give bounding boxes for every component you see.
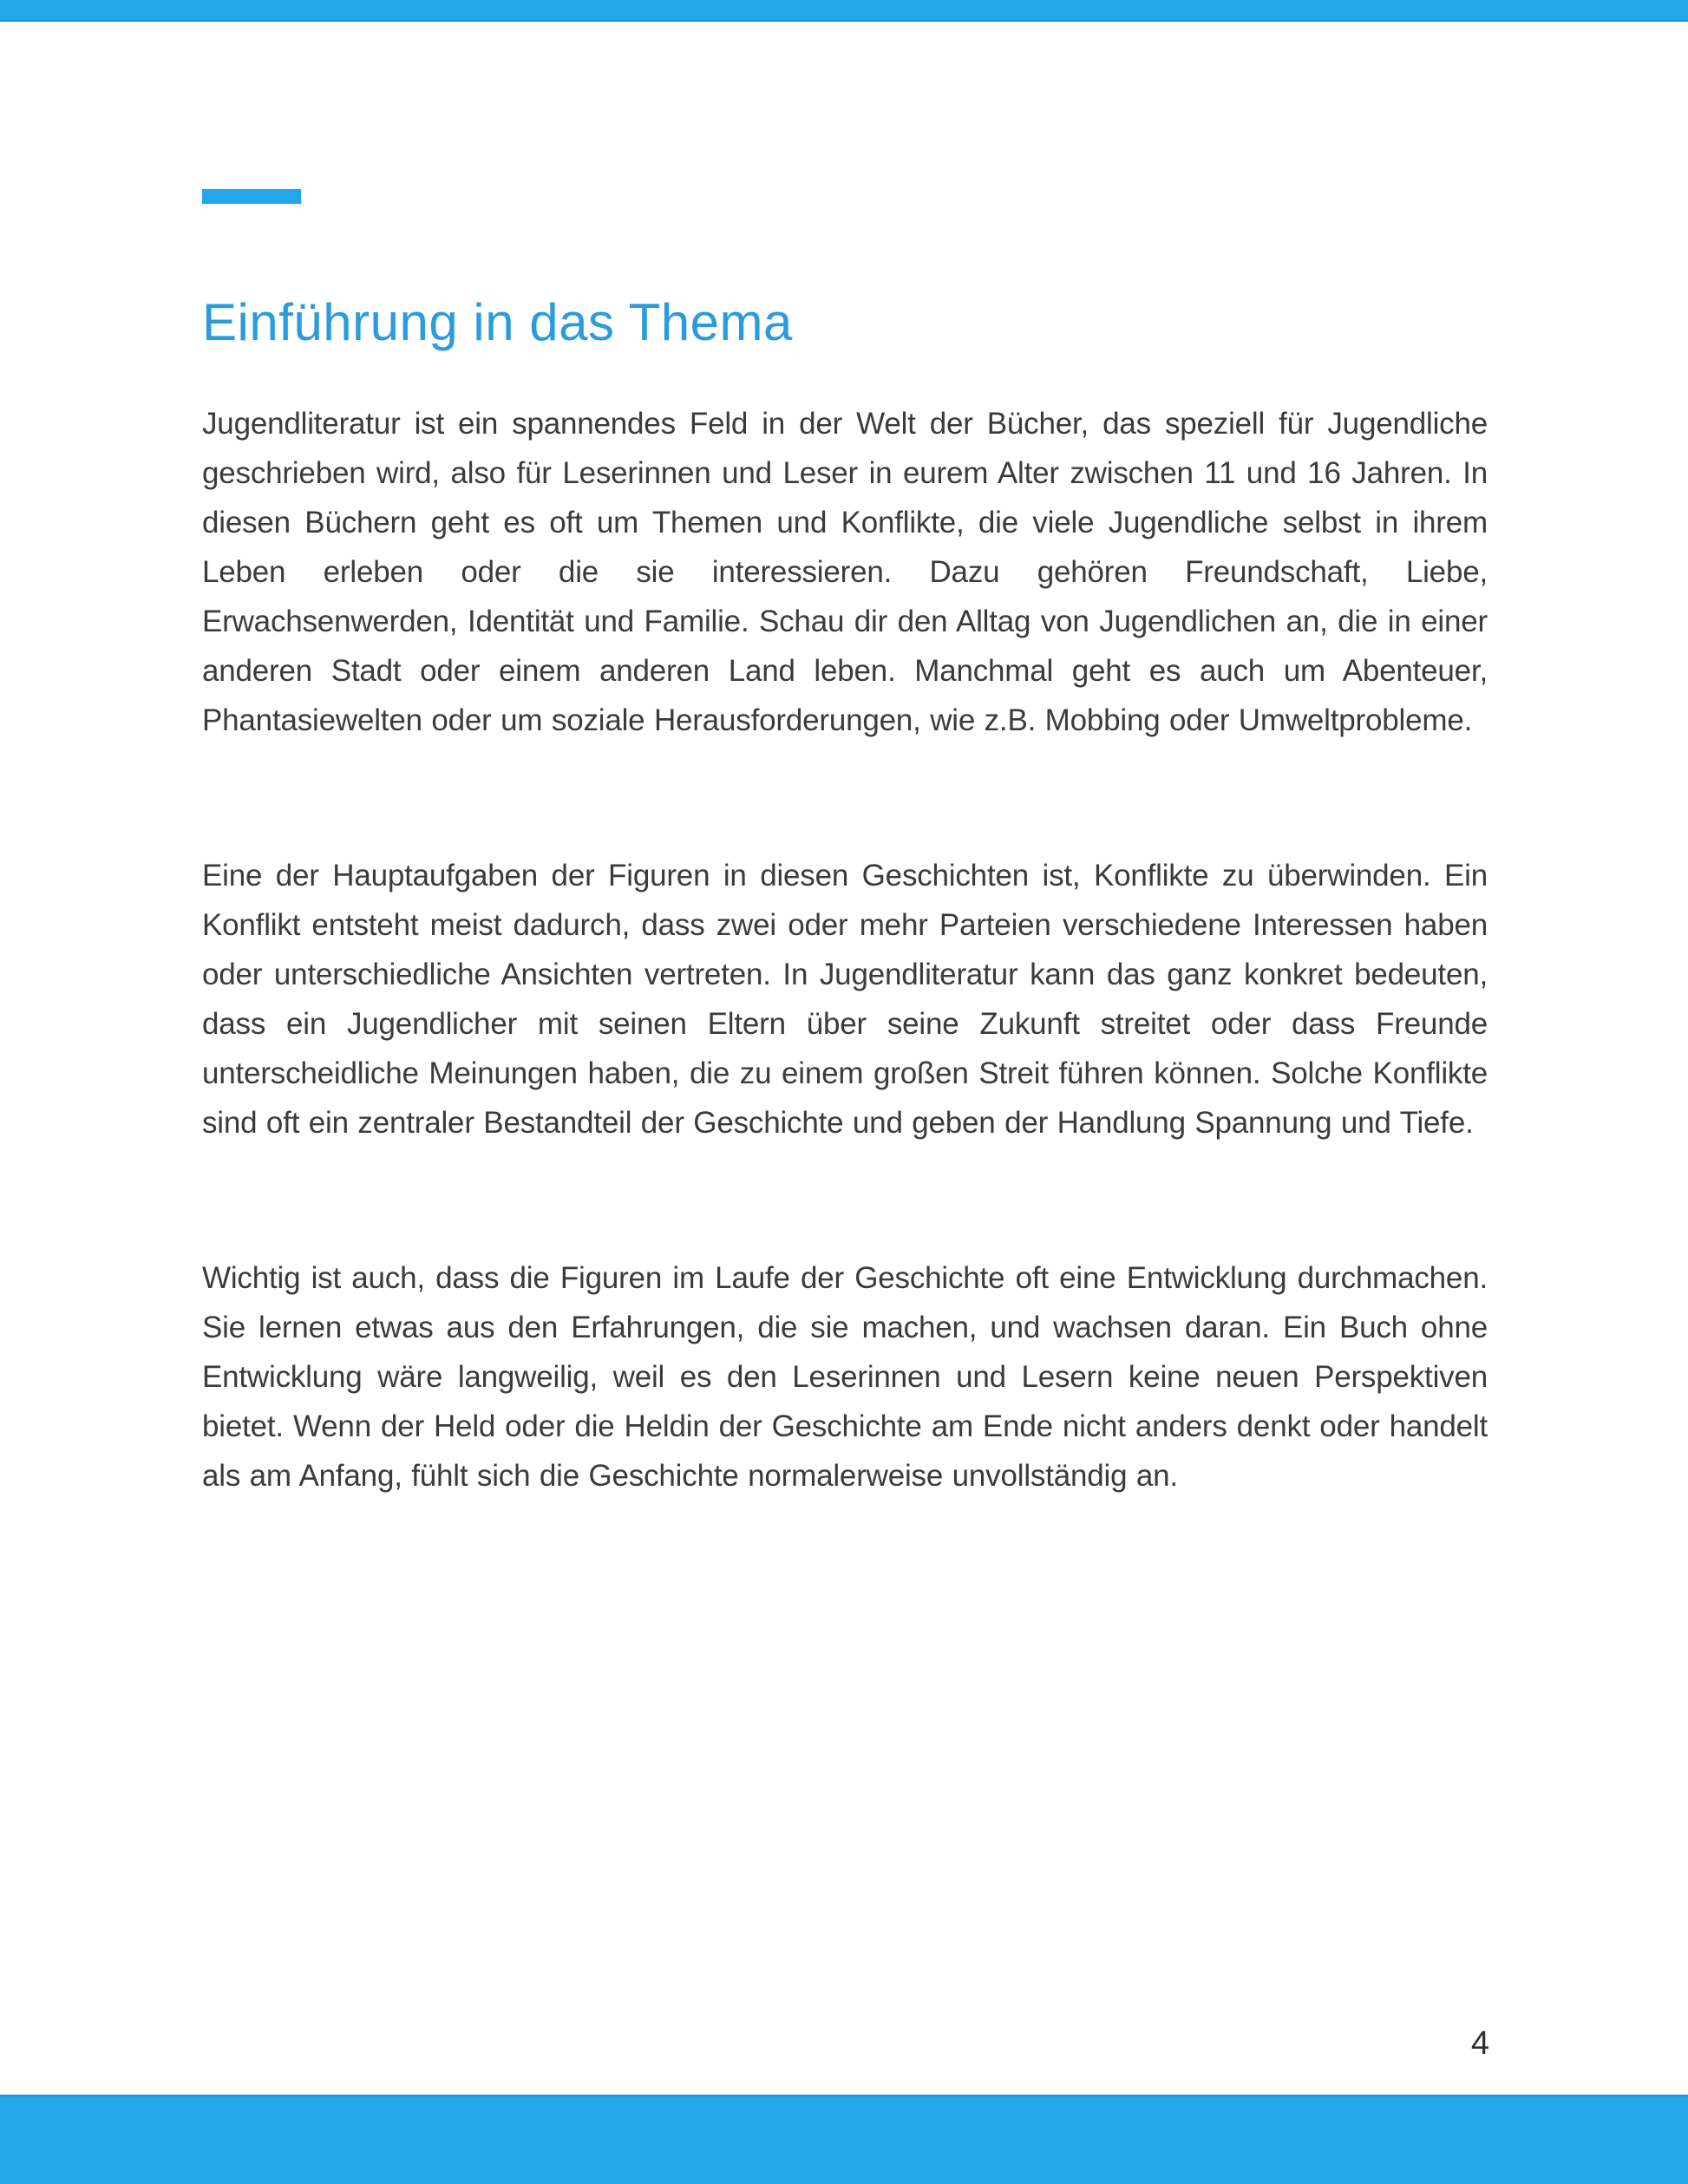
paragraph-intro: Jugendliteratur ist ein spannendes Feld in der Welt der Bücher, das speziell für Jugendliche geschrieben wird, also für Leserinnen und Leser in eurem Alter zwischen 11 und 16 Jahren. In diesen Büchern geht es oft um Themen und Konflikte, die viele Jugendliche selbst in ihrem Leben erleben oder die sie interessieren. Dazu gehören Freundschaft, Liebe, Erwachsenwerden, Identität und Familie. Schau dir den Alltag von Jugendlichen an, die in einer anderen Stadt oder einem anderen Land leben. Manchmal geht es auch um Abenteuer, Phantasiewelten oder um soziale Herausforderungen, wie z.B. Mobbing oder Umweltprobleme. <box>202 407 1488 737</box>
bottom-accent-bar <box>0 2095 1688 2184</box>
top-accent-bar <box>0 0 1688 22</box>
page-number: 4 <box>1470 2025 1489 2062</box>
paragraph-conflicts: Eine der Hauptaufgaben der Figuren in diesen Geschichten ist, Konflikte zu überwinden. Ein Konflikt entsteht meist dadurch, dass zwei oder mehr Parteien verschiedene Interessen haben oder unterschiedliche Ansichten vertreten. In Jugendliteratur kann das ganz konkret bedeuten, dass ein Jugendlicher mit seinen Eltern über seine Zukunft streitet oder dass Freunde unterscheidliche Meinungen haben, die zu einem großen Streit führen können. Solche Konflikte sind oft ein zentraler Bestandteil der Geschichte und geben der Handlung Spannung und Tiefe. <box>202 859 1488 1140</box>
section-heading: Einführung in das Thema <box>202 293 793 351</box>
page-content <box>202 22 1488 1501</box>
paragraph-development: Wichtig ist auch, dass die Figuren im Laufe der Geschichte oft eine Entwicklung durchmachen. Sie lernen etwas aus den Erfahrungen, die sie machen, und wachsen daran. Ein Buch ohne Entwicklung wäre langweilig, weil es den Leserinnen und Lesern keine neuen Perspektiven bietet. Wenn der Held oder die Heldin der Geschichte am Ende nicht anders denkt oder handelt als am Anfang, fühlt sich die Geschichte normalerweise unvollständig an. <box>202 1261 1488 1493</box>
section-accent-dash <box>202 189 301 204</box>
